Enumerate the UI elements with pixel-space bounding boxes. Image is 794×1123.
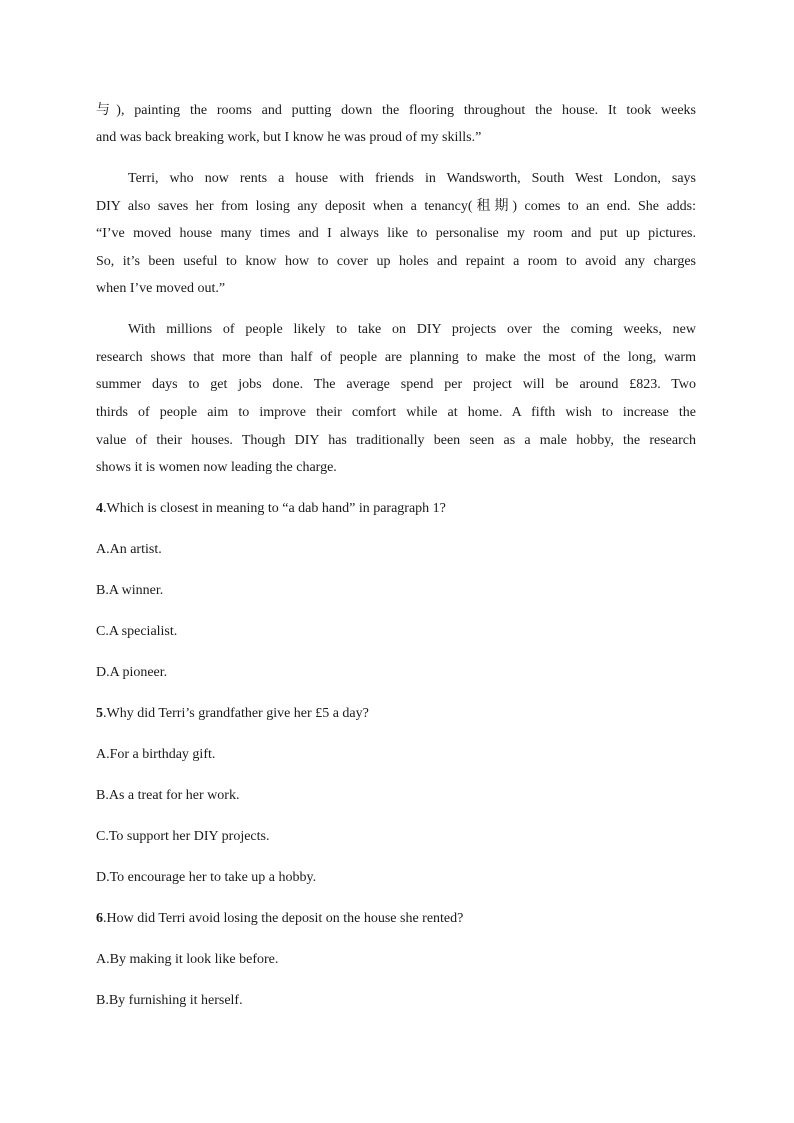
question-number: 4 — [96, 501, 103, 516]
answer-option[interactable]: C.To support her DIY projects. — [96, 829, 270, 844]
paragraph-line: research shows that more than half of people are planning to make the most of the long, warm — [96, 350, 696, 365]
answer-option[interactable]: A.By making it look like before. — [96, 952, 279, 967]
answer-option[interactable]: C.A specialist. — [96, 624, 178, 639]
paragraph-line: DIY also saves her from losing any deposit when a tenancy(租期) comes to an end. She adds: — [96, 199, 696, 214]
paragraph-line: and was back breaking work, but I know he was proud of my skills.” — [96, 130, 482, 145]
paragraph-line: So, it’s been useful to know how to cover up holes and repaint a room to avoid any charges — [96, 254, 696, 269]
paragraph-line: summer days to get jobs done. The average spend per project will be around £823. Two — [96, 377, 696, 392]
answer-option[interactable]: D.A pioneer. — [96, 665, 168, 680]
question-stem — [96, 909, 463, 929]
answer-option[interactable]: B.A winner. — [96, 583, 164, 598]
answer-option[interactable]: A.An artist. — [96, 542, 162, 557]
paragraph-line: when I’ve moved out.” — [96, 281, 226, 296]
paragraph-line: value of their houses. Though DIY has traditionally been seen as a male hobby, the research — [96, 433, 696, 448]
question-number: 6 — [96, 911, 103, 926]
paragraph-line: shows it is women now leading the charge. — [96, 460, 337, 475]
question-stem — [96, 499, 446, 519]
paragraph-line: thirds of people aim to improve their comfort while at home. A fifth wish to increase the — [96, 405, 696, 420]
paragraph-line: “I’ve moved house many times and I always like to personalise my room and put up pictures. — [96, 226, 696, 241]
answer-option[interactable]: A.For a birthday gift. — [96, 747, 216, 762]
paragraph-line: 与), painting the rooms and putting down the flooring throughout the house. It took weeks — [96, 103, 696, 118]
question-text: .Which is closest in meaning to “a dab hand” in paragraph 1? — [103, 501, 446, 516]
answer-option[interactable]: B.By furnishing it herself. — [96, 993, 243, 1008]
question-number: 5 — [96, 706, 103, 721]
answer-option[interactable]: B.As a treat for her work. — [96, 788, 240, 803]
paragraph-line: Terri, who now rents a house with friends in Wandsworth, South West London, says — [128, 171, 696, 186]
question-stem — [96, 704, 369, 724]
answer-option[interactable]: D.To encourage her to take up a hobby. — [96, 870, 317, 885]
question-text: .Why did Terri’s grandfather give her £5 a day? — [103, 706, 369, 721]
paragraph-line: With millions of people likely to take on DIY projects over the coming weeks, new — [128, 322, 696, 337]
question-text: .How did Terri avoid losing the deposit on the house she rented? — [103, 911, 464, 926]
